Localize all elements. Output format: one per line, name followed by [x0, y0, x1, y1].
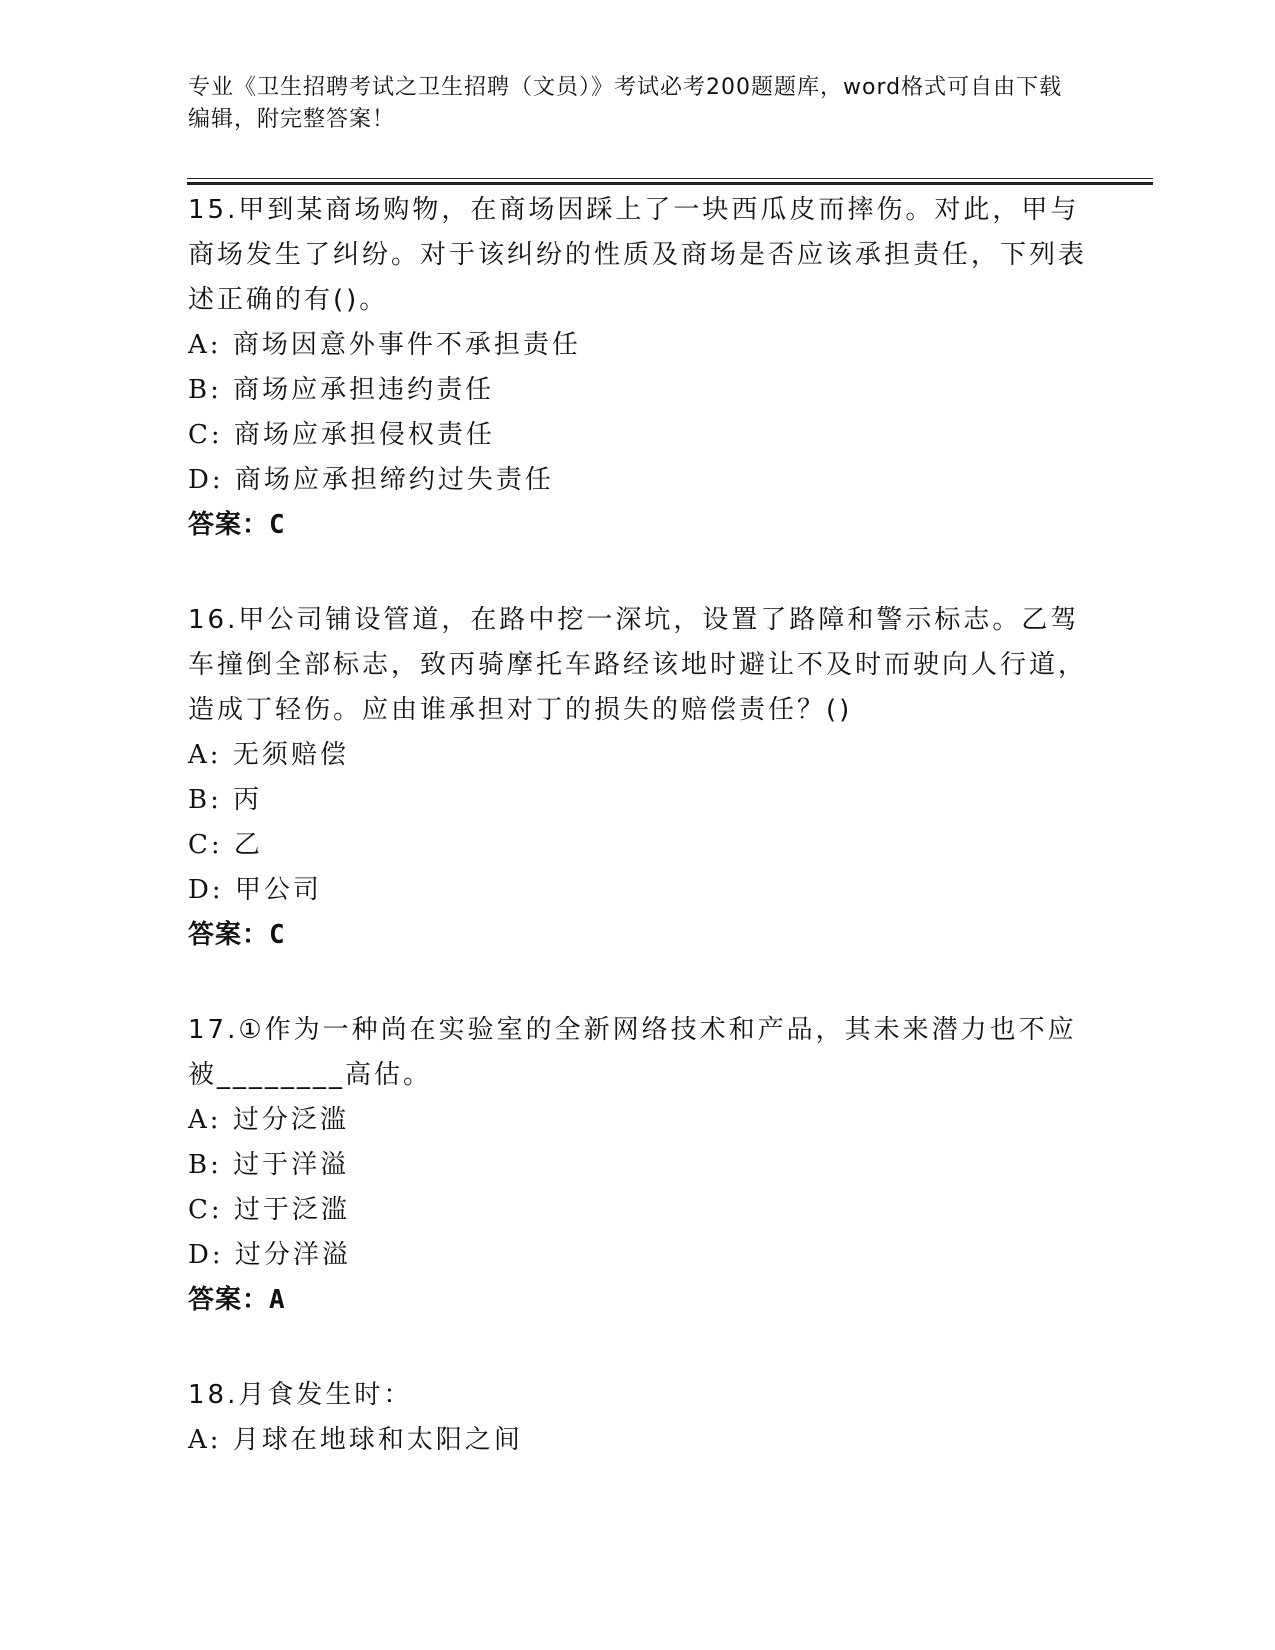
option-text: 商场应承担侵权责任	[233, 420, 495, 450]
answer-label: 答案：	[188, 920, 270, 950]
option-letter: D:	[188, 1240, 224, 1270]
option-a	[188, 323, 1088, 368]
option-c	[188, 1188, 1088, 1233]
option-d	[188, 868, 1088, 913]
option-letter: D:	[188, 875, 224, 905]
option-c	[188, 823, 1088, 868]
option-text: 商场应承担缔约过失责任	[234, 465, 554, 495]
option-a	[188, 733, 1088, 778]
option-a	[188, 1098, 1088, 1143]
option-a	[188, 1418, 1088, 1463]
question-stem: 16.甲公司铺设管道，在路中挖一深坑，设置了路障和警示标志。乙驾车撞倒全部标志，致丙骑摩托车路经该地时避让不及时而驶向人行道，造成丁轻伤。应由谁承担对丁的损失的赔偿责任？()	[188, 605, 1088, 725]
question-stem: 17.①作为一种尚在实验室的全新网络技术和产品，其未来潜力也不应被________高估。	[188, 1015, 1077, 1090]
option-b	[188, 1143, 1088, 1188]
option-text: 过于洋溢	[233, 1150, 350, 1180]
option-letter: B:	[188, 785, 222, 815]
answer-label: 答案：	[188, 1285, 270, 1315]
option-text: 甲公司	[234, 875, 322, 905]
document-intro: 专业《卫生招聘考试之卫生招聘（文员）》考试必考200题题库，word格式可自由下载编辑，附完整答案！	[188, 75, 1063, 132]
question-list	[188, 188, 1088, 1513]
option-letter: A:	[188, 740, 222, 770]
answer-value: C	[269, 920, 286, 950]
answer-line	[188, 1278, 1088, 1323]
option-text: 商场应承担违约责任	[233, 375, 495, 405]
question-16	[188, 598, 1088, 958]
option-letter: C:	[188, 420, 223, 450]
answer-value: A	[269, 1285, 286, 1315]
option-text: 丙	[233, 785, 263, 815]
option-letter: B:	[188, 375, 222, 405]
header-divider-thick	[187, 182, 1153, 185]
option-text: 商场因意外事件不承担责任	[232, 330, 581, 360]
answer-line	[188, 503, 1088, 548]
option-text: 过于泛滥	[233, 1195, 350, 1225]
question-18	[188, 1373, 1088, 1463]
question-17	[188, 1008, 1088, 1323]
option-b	[188, 778, 1088, 823]
answer-value: C	[269, 510, 286, 540]
option-text: 过分洋溢	[234, 1240, 351, 1270]
option-b	[188, 368, 1088, 413]
question-15	[188, 188, 1088, 548]
option-letter: D:	[188, 465, 224, 495]
option-letter: C:	[188, 1195, 223, 1225]
option-d	[188, 458, 1088, 503]
option-letter: C:	[188, 830, 223, 860]
option-letter: A:	[188, 1105, 222, 1135]
option-text: 过分泛滥	[232, 1105, 349, 1135]
option-letter: B:	[188, 1150, 222, 1180]
question-stem: 15.甲到某商场购物，在商场因踩上了一块西瓜皮而摔伤。对此，甲与商场发生了纠纷。对于该纠纷的性质及商场是否应该承担责任，下列表述正确的有()。	[188, 195, 1088, 315]
option-letter: A:	[188, 330, 222, 360]
question-stem: 18.月食发生时：	[188, 1380, 413, 1410]
option-text: 乙	[233, 830, 263, 860]
option-letter: A:	[188, 1425, 222, 1455]
option-text: 无须赔偿	[232, 740, 349, 770]
header-divider-thin	[187, 178, 1153, 179]
answer-label: 答案：	[188, 510, 270, 540]
option-c	[188, 413, 1088, 458]
option-d	[188, 1233, 1088, 1278]
option-text: 月球在地球和太阳之间	[232, 1425, 523, 1455]
answer-line	[188, 913, 1088, 958]
